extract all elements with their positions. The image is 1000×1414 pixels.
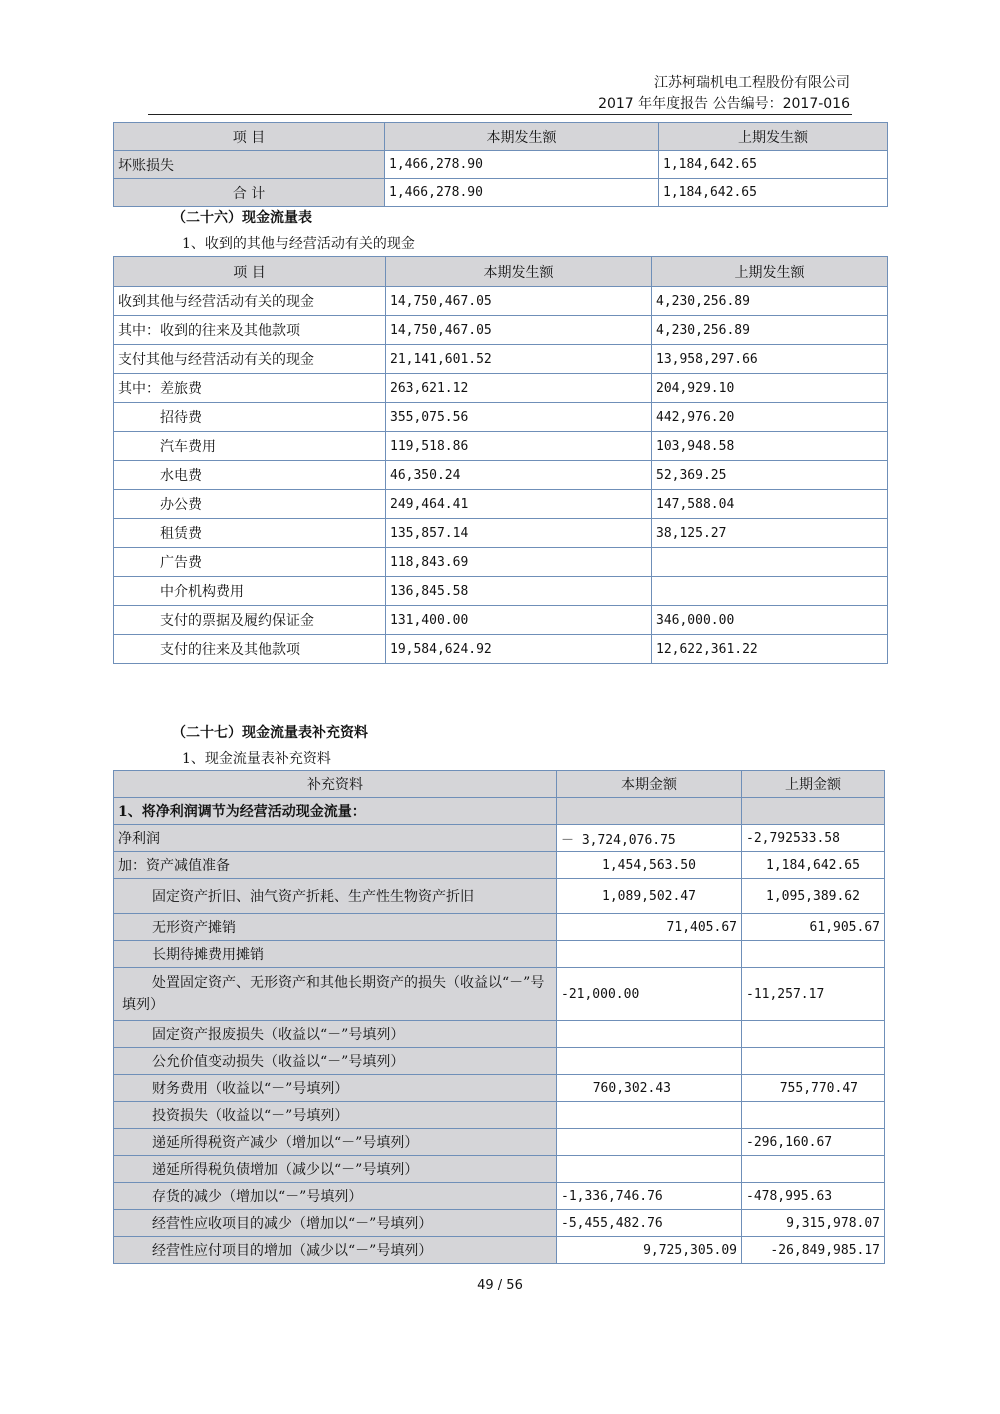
table-row [114, 1237, 885, 1264]
row-label: 公允价值变动损失（收益以“－”号填列） [114, 1048, 557, 1075]
prior-value: 61,905.67 [742, 914, 885, 941]
current-value: 136,845.58 [386, 577, 652, 606]
header-cell: 补充资料 [114, 771, 557, 798]
table-row [114, 1102, 885, 1129]
prior-value: 9,315,978.07 [742, 1210, 885, 1237]
current-value: 1,466,278.90 [385, 179, 659, 207]
table-row [114, 1129, 885, 1156]
prior-value: 442,976.20 [652, 403, 888, 432]
current-value: 46,350.24 [386, 461, 652, 490]
prior-value: -26,849,985.17 [742, 1237, 885, 1264]
prior-value: 1,184,642.65 [659, 151, 888, 179]
prior-value [742, 1048, 885, 1075]
prior-value: -478,995.63 [742, 1183, 885, 1210]
report-number: 2017 年年度报告 公告编号：2017-016 [598, 96, 850, 112]
current-value: 131,400.00 [386, 606, 652, 635]
prior-value: 346,000.00 [652, 606, 888, 635]
current-value [557, 941, 742, 968]
row-label: 汽车费用 [114, 432, 386, 461]
row-label: 固定资产报废损失（收益以“－”号填列） [114, 1021, 557, 1048]
section-title: （二十七）现金流量表补充资料 [172, 725, 368, 741]
row-label: 递延所得税资产减少（增加以“－”号填列） [114, 1129, 557, 1156]
table-row [114, 914, 885, 941]
row-label: 招待费 [114, 403, 386, 432]
row-label: 合 计 [114, 179, 385, 207]
section-subtitle: 1、现金流量表补充资料 [182, 751, 331, 767]
header-cell: 本期发生额 [385, 123, 659, 151]
table-row [114, 374, 888, 403]
row-label: 办公费 [114, 490, 386, 519]
row-label: 经营性应收项目的减少（增加以“－”号填列） [114, 1210, 557, 1237]
row-label: 其中：收到的往来及其他款项 [114, 316, 386, 345]
row-label: 中介机构费用 [114, 577, 386, 606]
current-value: － 3,724,076.75 [557, 825, 742, 852]
current-value: 1,089,502.47 [557, 879, 742, 914]
current-value [557, 1048, 742, 1075]
header-rule [148, 114, 852, 115]
table-row [114, 403, 888, 432]
prior-value: 204,929.10 [652, 374, 888, 403]
prior-value: -2,792533.58 [742, 825, 885, 852]
row-label: 支付其他与经营活动有关的现金 [114, 345, 386, 374]
table-row [114, 287, 888, 316]
header-cell: 项 目 [114, 257, 386, 287]
row-label: 水电费 [114, 461, 386, 490]
header-cell: 本期发生额 [386, 257, 652, 287]
prior-value: 755,770.47 [742, 1075, 885, 1102]
current-value: 1,454,563.50 [557, 852, 742, 879]
table-row [114, 825, 885, 852]
company-name: 江苏柯瑞机电工程股份有限公司 [654, 75, 850, 91]
prior-value: -11,257.17 [742, 968, 885, 1021]
table-header-row [114, 257, 888, 287]
header-cell: 项 目 [114, 123, 385, 151]
page-number: 49 / 56 [477, 1278, 523, 1293]
table-row [114, 852, 885, 879]
table-header-row [114, 771, 885, 798]
row-label: 财务费用（收益以“－”号填列） [114, 1075, 557, 1102]
table-row [114, 316, 888, 345]
empty-cell [557, 798, 742, 825]
prior-value: 1,184,642.65 [659, 179, 888, 207]
row-label: 坏账损失 [114, 151, 385, 179]
table-row [114, 941, 885, 968]
current-value: 135,857.14 [386, 519, 652, 548]
section-label: 1、将净利润调节为经营活动现金流量： [114, 798, 557, 825]
table-row [114, 548, 888, 577]
header-cell: 上期发生额 [659, 123, 888, 151]
table-row [114, 1183, 885, 1210]
current-value: 118,843.69 [386, 548, 652, 577]
row-label: 固定资产折旧、油气资产折耗、生产性生物资产折旧 [114, 879, 557, 914]
empty-cell [742, 798, 885, 825]
table-row [114, 1048, 885, 1075]
prior-value [652, 577, 888, 606]
section-subtitle: 1、收到的其他与经营活动有关的现金 [182, 236, 415, 252]
row-label: 存货的减少（增加以“－”号填列） [114, 1183, 557, 1210]
row-label: 加：资产减值准备 [114, 852, 557, 879]
table-row [114, 151, 888, 179]
header-cell: 上期发生额 [652, 257, 888, 287]
prior-value [742, 1102, 885, 1129]
table-row [114, 1210, 885, 1237]
table-row [114, 606, 888, 635]
table-row [114, 879, 885, 914]
row-label: 长期待摊费用摊销 [114, 941, 557, 968]
current-value: 19,584,624.92 [386, 635, 652, 664]
prior-value: -296,160.67 [742, 1129, 885, 1156]
header-cell: 上期金额 [742, 771, 885, 798]
prior-value: 1,095,389.62 [742, 879, 885, 914]
current-value: 355,075.56 [386, 403, 652, 432]
header-cell: 本期金额 [557, 771, 742, 798]
prior-value: 1,184,642.65 [742, 852, 885, 879]
prior-value: 12,622,361.22 [652, 635, 888, 664]
table-row [114, 1075, 885, 1102]
table-row [114, 490, 888, 519]
bad-debt-table [113, 122, 888, 207]
current-value: 14,750,467.05 [386, 316, 652, 345]
current-value: 9,725,305.09 [557, 1237, 742, 1264]
table-row [114, 461, 888, 490]
current-value [557, 1102, 742, 1129]
prior-value [742, 941, 885, 968]
table-row [114, 345, 888, 374]
prior-value: 4,230,256.89 [652, 287, 888, 316]
current-value: 14,750,467.05 [386, 287, 652, 316]
row-label: 支付的往来及其他款项 [114, 635, 386, 664]
table-row [114, 519, 888, 548]
row-label: 广告费 [114, 548, 386, 577]
row-label: 投资损失（收益以“－”号填列） [114, 1102, 557, 1129]
prior-value: 38,125.27 [652, 519, 888, 548]
current-value [557, 1021, 742, 1048]
table-row [114, 635, 888, 664]
table-row [114, 1156, 885, 1183]
prior-value: 103,948.58 [652, 432, 888, 461]
table-row [114, 179, 888, 207]
row-label: 经营性应付项目的增加（减少以“－”号填列） [114, 1237, 557, 1264]
row-label: 递延所得税负债增加（减少以“－”号填列） [114, 1156, 557, 1183]
table-row [114, 577, 888, 606]
row-label: 净利润 [114, 825, 557, 852]
section-row [114, 798, 885, 825]
table-row [114, 1021, 885, 1048]
row-label: 处置固定资产、无形资产和其他长期资产的损失（收益以“－”号填列） [114, 968, 557, 1021]
row-label: 支付的票据及履约保证金 [114, 606, 386, 635]
row-label: 无形资产摊销 [114, 914, 557, 941]
current-value: 263,621.12 [386, 374, 652, 403]
current-value: -21,000.00 [557, 968, 742, 1021]
current-value: -1,336,746.76 [557, 1183, 742, 1210]
row-label: 其中：差旅费 [114, 374, 386, 403]
current-value: 71,405.67 [557, 914, 742, 941]
prior-value: 147,588.04 [652, 490, 888, 519]
table-row [114, 432, 888, 461]
prior-value: 4,230,256.89 [652, 316, 888, 345]
cash-flow-supplement-table [113, 770, 885, 1264]
prior-value [652, 548, 888, 577]
current-value: -5,455,482.76 [557, 1210, 742, 1237]
section-title: （二十六）现金流量表 [172, 210, 312, 226]
prior-value: 52,369.25 [652, 461, 888, 490]
current-value: 1,466,278.90 [385, 151, 659, 179]
current-value: 760,302.43 [557, 1075, 742, 1102]
table-row [114, 968, 885, 1021]
table-header-row [114, 123, 888, 151]
current-value [557, 1129, 742, 1156]
other-operating-cash-table [113, 256, 888, 664]
prior-value [742, 1156, 885, 1183]
current-value: 119,518.86 [386, 432, 652, 461]
row-label: 收到其他与经营活动有关的现金 [114, 287, 386, 316]
prior-value: 13,958,297.66 [652, 345, 888, 374]
current-value: 249,464.41 [386, 490, 652, 519]
current-value [557, 1156, 742, 1183]
current-value: 21,141,601.52 [386, 345, 652, 374]
prior-value [742, 1021, 885, 1048]
row-label: 租赁费 [114, 519, 386, 548]
